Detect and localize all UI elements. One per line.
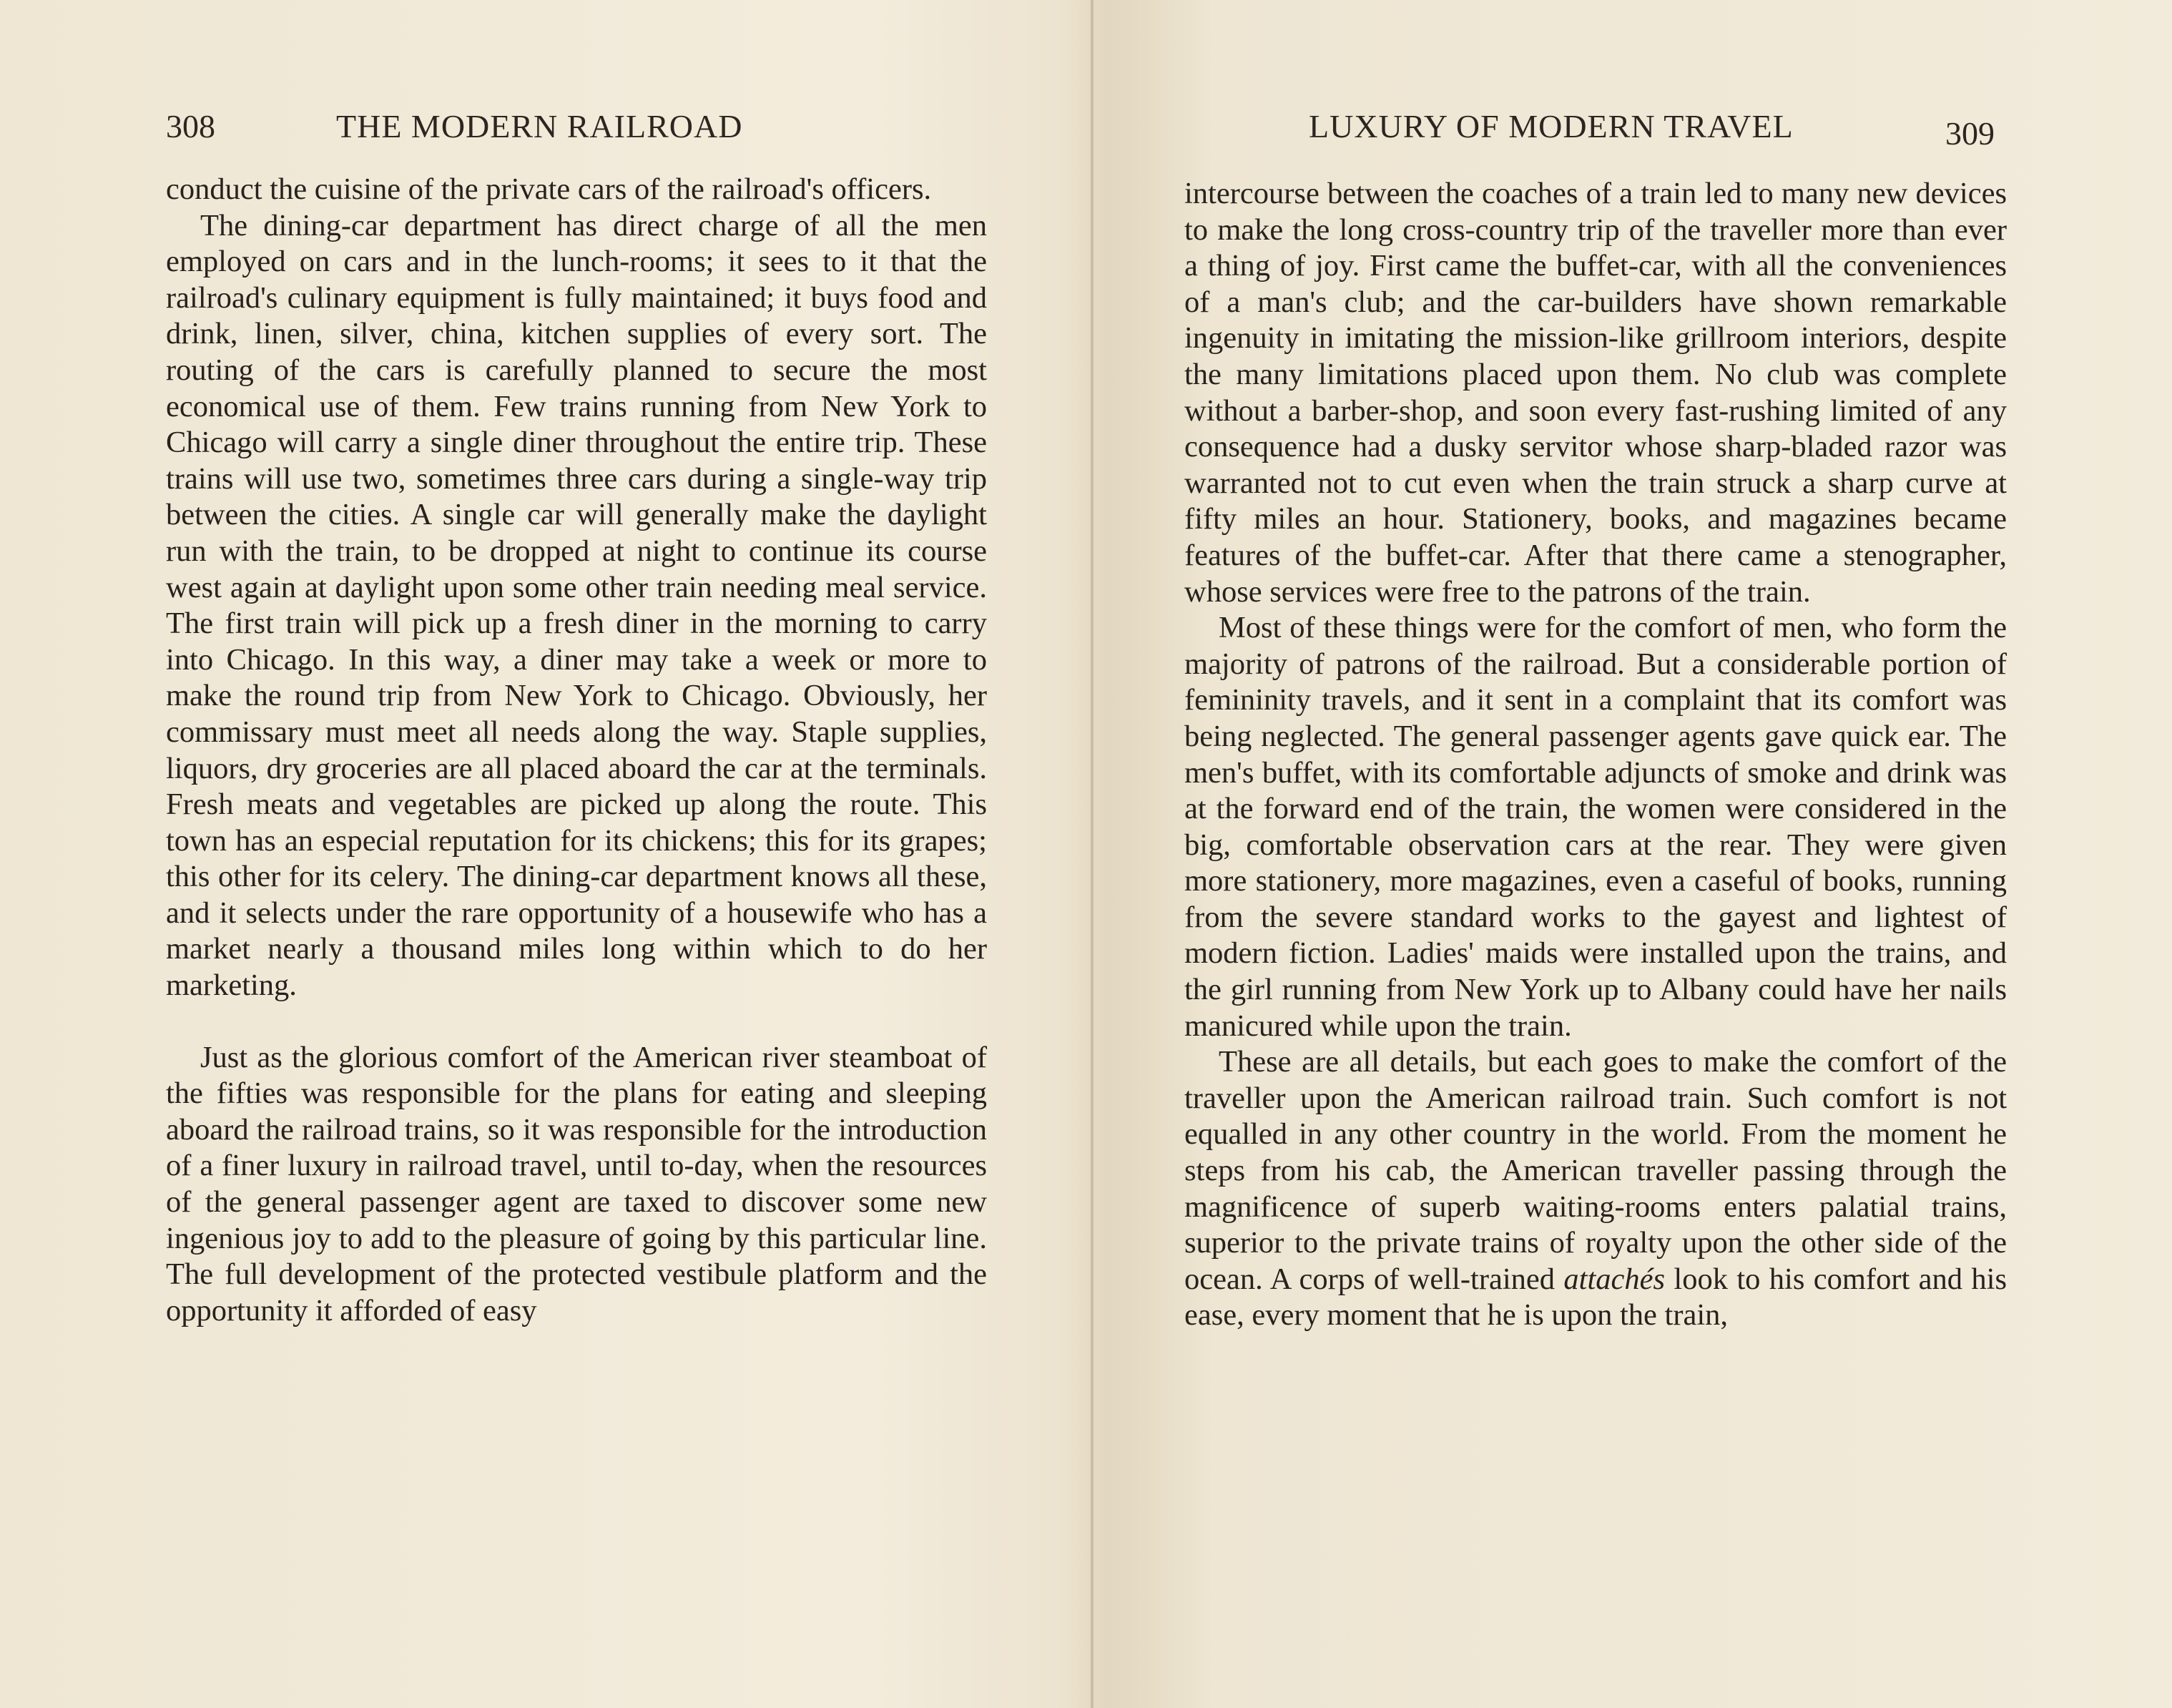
paragraph: conduct the cuisine of the private cars of the railroad's officers. <box>166 172 932 206</box>
paragraph: Most of these things were for the comfort of men, who form the majority of patrons of the railroad. But a considerable portion of femininity travels, and it sent in a complaint that its comfort was being neglected. The general passenger agents gave quick ear. The men's buffet, with its comfortable adjuncts of smoke and drink was at the forward end of the train, the women were considered in the big, comfortable observation cars at the rear. They were given more stationery, more magazines, even a caseful of books, running from the severe standard works to the gayest and lightest of modern fiction. Ladies' maids were installed upon the trains, and the girl running from New York up to Albany could have her nails manicured while upon the train. <box>1184 611 2007 1043</box>
running-head: LUXURY OF MODERN TRAVEL <box>1309 108 1794 144</box>
paragraph: intercourse between the coaches of a train led to many new devices to make the long cross-country trip of the traveller more than ever a thing of joy. First came the buffet-car, with all the conveniences of a man's club; and the car-builders have shown remarkable ingenuity in imitating the mission-like grillroom interiors, despite the many limitations placed upon them. No club was complete without a barber-shop, and soon every fast-rushing limited of any consequence had a dusky servitor whose sharp-bladed razor was warranted not to cut even when the train struck a sharp curve at fifty miles an hour. Stationery, books, and magazines became features of the buffet-car. After that there came a stenographer, whose services were free to the patrons of the train. <box>1184 177 2007 609</box>
paragraph: Just as the glorious comfort of the American river steamboat of the fifties was responsible for the plans for eating and sleeping aboard the railroad trains, so it was responsible for the introduction of a finer luxury in railroad travel, until to-day, when the resources of the general passenger agent are taxed to discover some new ingenious joy to add to the pleasure of going by this particular line. The full development of the protected vestibule platform and the opportunity it afforded of easy <box>166 1040 987 1327</box>
body-text <box>166 172 987 1329</box>
paragraph: The dining-car department has direct charge of all the men employed on cars and in the lunch-rooms; it sees to it that the railroad's culinary equipment is fully maintained; it buys food and drink, linen, silver, china, kitchen supplies of every sort. The routing of the cars is carefully planned to secure the most economical use of them. Few trains running from New York to Chicago will carry a single diner throughout the entire trip. These trains will use two, sometimes three cars during a single-way trip between the cities. A single car will generally make the daylight run with the train, to be dropped at night to continue its course west again at daylight upon some other train needing meal service. The first train will pick up a fresh diner in the morning to carry into Chicago. In this way, a diner may take a week or more to make the round trip from New York to Chicago. Obviously, her commissary must meet all needs along the way. Staple supplies, liquors, dry groceries are all placed aboard the car at the terminals. Fresh meats and vegetables are picked up along the route. This town has an especial reputation for its chickens; this for its grapes; this other for its celery. The dining-car department knows all these, and it selects under the rare opportunity of a housewife who has a market nearly a thousand miles long within which to do her marketing. <box>166 208 987 1003</box>
paragraph-text: look to his comfort and his ease, every moment that he is upon the train, <box>1184 1262 2007 1332</box>
italic-term: attachés <box>1563 1262 1666 1296</box>
paragraph <box>1184 1044 2007 1334</box>
right-page <box>1094 0 2172 1708</box>
body-text <box>1184 176 2007 1334</box>
page-number: 308 <box>166 108 215 144</box>
paragraph-text: These are all details, but each goes to make the comfort of the traveller upon the American railroad train. Such comfort is not equalled in any other country in the world. From the moment he steps from his cab, the American traveller passing through the magnificence of superb waiting-rooms enters palatial trains, superior to the private trains of royalty upon the other side of the ocean. A corps of well-trained <box>1184 1045 2007 1296</box>
running-head: THE MODERN RAILROAD <box>336 108 743 144</box>
page-number: 309 <box>1945 115 1995 152</box>
